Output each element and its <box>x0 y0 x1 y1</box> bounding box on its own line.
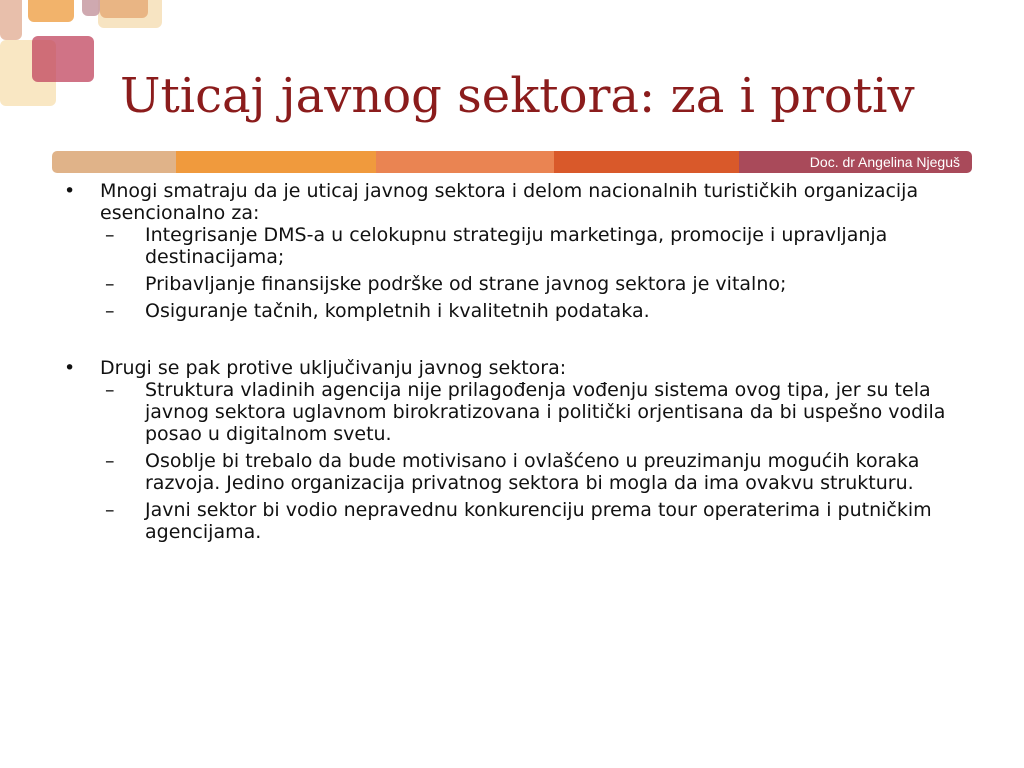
bullet-text: Drugi se pak protive uključivanju javnog sektora: <box>100 357 567 379</box>
decorative-square <box>82 0 100 16</box>
sub-bullet-text: Osiguranje tačnih, kompletnih i kvalitetnih podataka. <box>145 300 650 322</box>
bullet-icon: • <box>64 357 76 379</box>
sub-bullet-text: Osoblje bi trebalo da bude motivisano i ovlašćeno u preuzimanju mogućih koraka razvoja. Jedino organizacija privatnog sektora bi mogla da ima ovakvu strukturu. <box>145 450 920 494</box>
author-label: Doc. dr Angelina Njeguš <box>809 154 960 170</box>
sub-bullet-text: Integrisanje DMS-a u celokupnu strategiju marketinga, promocije i upravljanja destinacijama; <box>145 224 888 268</box>
dash-icon: – <box>105 273 115 295</box>
bullet-icon: • <box>64 180 76 202</box>
sub-bullet-item <box>100 224 970 268</box>
dash-icon: – <box>105 300 115 322</box>
header-color-bar <box>52 151 972 173</box>
decorative-square <box>0 0 22 40</box>
sub-bullet-item <box>100 300 970 322</box>
sub-bullet-item <box>100 379 970 445</box>
sub-bullet-text: Struktura vladinih agencija nije prilagođenja vođenju sistema ovog tipa, jer su tela javnog sektora uglavnom birokratizovana i politički orjentisana da bi uspešno vodila posao u digitalnom svetu. <box>145 379 946 445</box>
decorative-square <box>32 36 94 82</box>
spacer <box>60 327 970 357</box>
bullet-item <box>60 357 970 543</box>
bullet-item <box>60 180 970 322</box>
dash-icon: – <box>105 379 115 401</box>
sub-bullet-item <box>100 450 970 494</box>
decorative-square <box>28 0 74 22</box>
sub-bullet-item <box>100 273 970 295</box>
slide-content <box>60 180 970 548</box>
bar-segment <box>176 151 376 173</box>
decorative-square <box>100 0 148 18</box>
sub-bullet-text: Pribavljanje finansijske podrške od strane javnog sektora je vitalno; <box>145 273 787 295</box>
bullet-text: Mnogi smatraju da je uticaj javnog sektora i delom nacionalnih turističkih organizacija esencionalno za: <box>100 180 919 224</box>
dash-icon: – <box>105 224 115 246</box>
sub-bullet-item <box>100 499 970 543</box>
bar-segment <box>52 151 176 173</box>
dash-icon: – <box>105 499 115 521</box>
dash-icon: – <box>105 450 115 472</box>
bar-segment <box>554 151 739 173</box>
slide-title: Uticaj javnog sektora: za i protiv <box>120 68 915 124</box>
sub-bullet-text: Javni sektor bi vodio nepravednu konkurenciju prema tour operaterima i putničkim agencijama. <box>145 499 932 543</box>
bar-segment <box>376 151 554 173</box>
